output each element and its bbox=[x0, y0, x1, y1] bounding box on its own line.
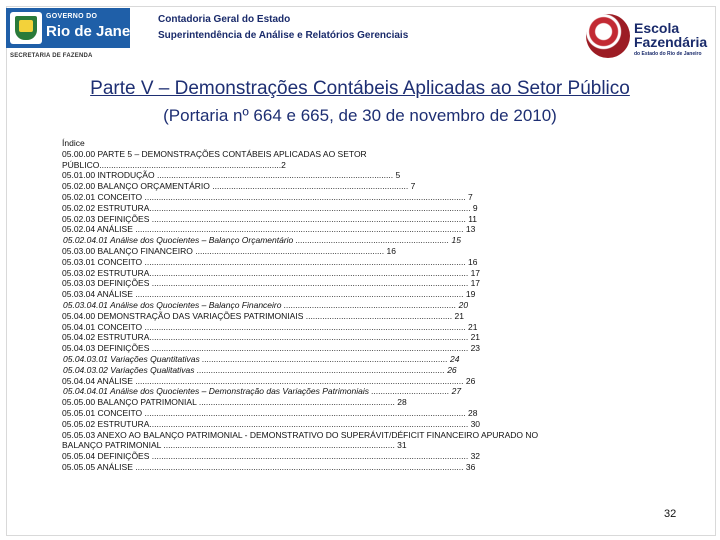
toc-entry: 05.04.02 ESTRUTURA....................................................................................................................................... 21 bbox=[62, 332, 481, 343]
escola-label: Escola bbox=[634, 20, 680, 36]
toc-entry: 05.02.04 ANÁLISE ........................................................................................................................................... 13 bbox=[62, 224, 476, 235]
escola-subtitle: do Estado do Rio de Janeiro bbox=[634, 51, 702, 57]
toc-entry: 05.05.04 DEFINIÇÕES ...................................................................................................................................... 32 bbox=[62, 451, 481, 462]
escola-fazendaria-emblem-icon bbox=[586, 14, 630, 58]
rio-de-janeiro-label: Rio de Janeiro bbox=[46, 23, 150, 40]
toc-entry: 05.03.04.01 Análise dos Quocientes – Balanço Financeiro ......................................................................... 20 bbox=[63, 299, 469, 310]
toc-entry: 05.01.00 INTRODUÇÃO .................................................................................................... 5 bbox=[62, 170, 401, 181]
toc-entry: 05.05.05 ANÁLISE ........................................................................................................................................... 36 bbox=[62, 461, 476, 472]
secretaria-label: SECRETARIA DE FAZENDA bbox=[10, 53, 93, 59]
toc-entry: 05.04.04.01 Análise dos Quocientes – Demonstração das Variações Patrimoniais ................................. 27 bbox=[63, 386, 462, 397]
toc-entry: 05.05.01 CONCEITO ........................................................................................................................................ 28 bbox=[62, 407, 478, 418]
governo-rj-banner bbox=[6, 8, 150, 48]
toc-entry: 05.04.00 DEMONSTRAÇÃO DAS VARIAÇÕES PATRIMONIAIS .............................................................. 21 bbox=[62, 310, 464, 321]
toc-entry: 05.02.03 DEFINIÇÕES ..................................................................................................................................... 11 bbox=[62, 213, 478, 224]
header-line-2: Superintendência de Análise e Relatórios Gerenciais bbox=[158, 30, 409, 41]
toc-entry: 05.04.03.01 Variações Quantitativas ........................................................................................................ 24 bbox=[63, 353, 460, 364]
toc-entry: BALANÇO PATRIMONIAL .................................................................................................. 31 bbox=[62, 440, 407, 451]
toc-entry: 05.03.00 BALANÇO FINANCEIRO ................................................................................ 16 bbox=[62, 245, 396, 256]
coat-of-arms-icon bbox=[10, 12, 42, 44]
fazendaria-label: Fazendária bbox=[634, 34, 708, 50]
toc-entry: 05.03.04 ANÁLISE ........................................................................................................................................... 19 bbox=[62, 289, 476, 300]
toc-entry: 05.03.03 DEFINIÇÕES ...................................................................................................................................... 17 bbox=[62, 278, 481, 289]
toc-entry: 05.02.02 ESTRUTURA........................................................................................................................................ 9 bbox=[62, 202, 478, 213]
toc-entry: 05.02.04.01 Análise dos Quocientes – Balanço Orçamentário ................................................................. 15 bbox=[63, 235, 461, 246]
toc-entry: 05.04.04 ANÁLISE ........................................................................................................................................... 26 bbox=[62, 375, 476, 386]
escola-fazendaria-logo bbox=[586, 8, 706, 68]
toc-entry: 05.04.01 CONCEITO ........................................................................................................................................ 21 bbox=[62, 321, 478, 332]
toc-entry: PÚBLICO.............................................................................2 bbox=[62, 159, 286, 170]
toc-entry: 05.00.00 PARTE 5 – DEMONSTRAÇÕES CONTÁBEIS APLICADAS AO SETOR bbox=[62, 148, 367, 159]
toc-entry: 05.02.01 CONCEITO ........................................................................................................................................ 7 bbox=[62, 191, 473, 202]
toc-heading: Índice bbox=[62, 138, 85, 148]
toc-entry: 05.03.01 CONCEITO ........................................................................................................................................ 16 bbox=[62, 256, 478, 267]
slide-title: Parte V – Demonstrações Contábeis Aplicadas ao Setor Público bbox=[90, 78, 630, 99]
toc-entry: 05.04.03 DEFINIÇÕES ...................................................................................................................................... 23 bbox=[62, 343, 481, 354]
slide-subtitle: (Portaria nº 664 e 665, de 30 de novembro de 2010) bbox=[163, 106, 557, 125]
toc-entry: 05.02.00 BALANÇO ORÇAMENTÁRIO ................................................................................... 7 bbox=[62, 181, 416, 192]
governo-rj-logo bbox=[6, 8, 150, 62]
toc-entry: 05.05.00 BALANÇO PATRIMONIAL ................................................................................... 28 bbox=[62, 397, 407, 408]
toc-entry: 05.05.02 ESTRUTURA....................................................................................................................................... 30 bbox=[62, 418, 481, 429]
header-line-1: Contadoria Geral do Estado bbox=[158, 14, 291, 25]
toc-entry: 05.05.03 ANEXO AO BALANÇO PATRIMONIAL - DEMONSTRATIVO DO SUPERÁVIT/DÉFICIT FINANCEIRO APURADO NO bbox=[62, 429, 539, 440]
table-of-contents bbox=[62, 138, 672, 473]
toc-entry: 05.03.02 ESTRUTURA....................................................................................................................................... 17 bbox=[62, 267, 481, 278]
page-number: 32 bbox=[664, 508, 677, 520]
toc-entry: 05.04.03.02 Variações Qualitativas ......................................................................................................... 26 bbox=[63, 364, 457, 375]
governo-label: GOVERNO DO bbox=[46, 13, 98, 20]
